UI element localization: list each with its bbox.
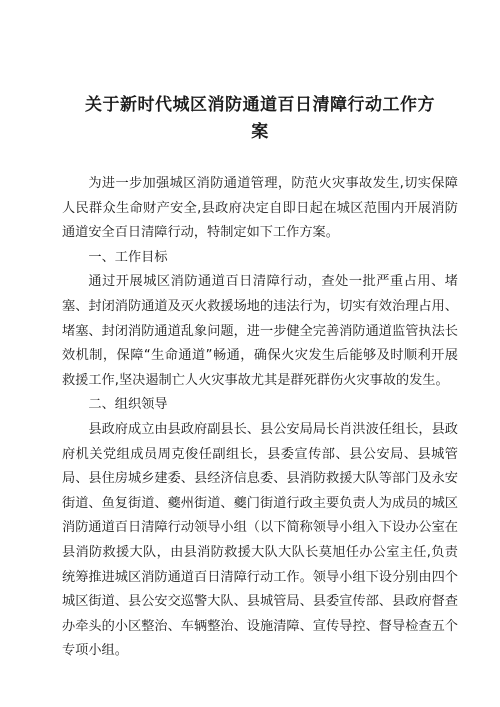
intro-paragraph: 为进一步加强城区消防通道管理，防范火灾事故发生,切实保障人民群众生命财产安全,县政府决定自即日起在城区范围内开展消防通道安全百日清障行动，特制定如下工作方案。 (62, 176, 458, 241)
title-line-2: 案 (251, 122, 269, 142)
section-1-body: 通过开展城区消防通道百日清障行动，查处一批严重占用、堵塞、封闭消防通道及灭火救援场地的违法行为，切实有效治理占用、堵塞、封闭消防通道乱象问题，进一步健全完善消防通道监管执法长效机制，保障“生命通道”畅通，确保火灾发生后能够及时顺利开展救援工作,坚决遏制亡人火灾事故尤其是群死群伤火灾事故的发生。 (62, 274, 458, 388)
section-2-body: 县政府成立由县政府副县长、县公安局局长肖洪波任组长，县政府机关党组成员周克俊任副组长，县委宣传部、县公安局、县城管局、县住房城乡建委、县经济信息委、县消防救援大队等部门及永安街道、鱼复街道、夔州街道、夔门街道行政主要负责人为成员的城区消防通道百日清障行动领导小组（以下简称领导小组入下设办公室在县消防救援大队，由县消防救援大队大队长莫旭任办公室主任,负责统筹推进城区消防通道百日清障行动工作。领导小组下设分别由四个城区街道、县公安交巡警大队、县城管局、县委宣传部、县政府督查办牵头的小区整治、车辆整治、设施清障、宣传导控、督导检查五个专项小组。 (62, 421, 458, 659)
title-line-1: 关于新时代城区消防通道百日清障行动工作方 (85, 95, 435, 115)
section-2-heading: 二、组织领导 (88, 397, 168, 413)
section-1-heading: 一、工作目标 (88, 249, 168, 265)
document-title (62, 92, 458, 146)
